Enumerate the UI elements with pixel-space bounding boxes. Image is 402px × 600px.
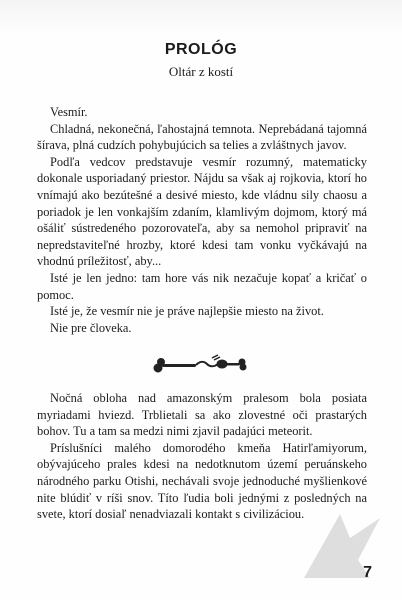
previous-page-bleed (0, 0, 402, 34)
page-number: 7 (363, 564, 372, 581)
paragraph: Príslušníci malého domorodého kmeňa Hatirľamiyorum, obývajúceho prales kdesi na nedotknutom území peruánskeho národného parku Otishi, nechávali svoje jednoduché myšlienkové nite blúdiť v ríši snov. Títo ľudia boli jednými z posledných na svete, ktorí dosiaľ nenadviazali kontakt s civilizáciou. (37, 440, 367, 522)
bone-ornament-icon (152, 352, 248, 378)
paragraph: Nočná obloha nad amazonským pralesom bola posiata myriadami hviezd. Trblietali sa ako zlovestné oči prastarých bohov. Tu a tam sa medzi nimi zjavil padajúci meteorit. (37, 391, 367, 439)
paragraph: Vesmír. (50, 105, 88, 119)
paragraph: Nie pre človeka. (50, 320, 132, 335)
paragraph: Podľa vedcov predstavuje vesmír rozumný, matematicky dokonale usporiadaný priestor. Nájdu sa však aj rojkovia, ktorí ho vnímajú ako bezútešné a desivé miesto, kde vládnu sily chaosu a poriadok je len vonkajším zdaním, klamlivým dojmom, ktorý má ošáliť sústredeného pozorovateľa, aby sa nemohol pripraviť na nepredstaviteľné hrozby, ktoré kdesi tam vonku vyčkávajú na vhodnú príležitosť, aby... (37, 154, 367, 269)
paragraph: Isté je, že vesmír nie je práve najlepšie miesto na život. (50, 304, 324, 319)
bird-watermark-icon (300, 508, 386, 582)
text-block-before-divider (37, 104, 367, 336)
chapter-title: PROLÓG (164, 41, 238, 58)
paragraph: Isté je len jedno: tam hore vás nik nezačuje kopať a kričať o pomoc. (37, 270, 367, 302)
paragraph: Chladná, nekonečná, ľahostajná temnota. Neprebádaná tajomná šírava, plná cudzích pohybujúcich sa telies a zvláštnych javov. (37, 121, 367, 153)
chapter-subtitle: Oltár z kostí (168, 64, 234, 79)
text-block-after-divider (37, 390, 367, 523)
